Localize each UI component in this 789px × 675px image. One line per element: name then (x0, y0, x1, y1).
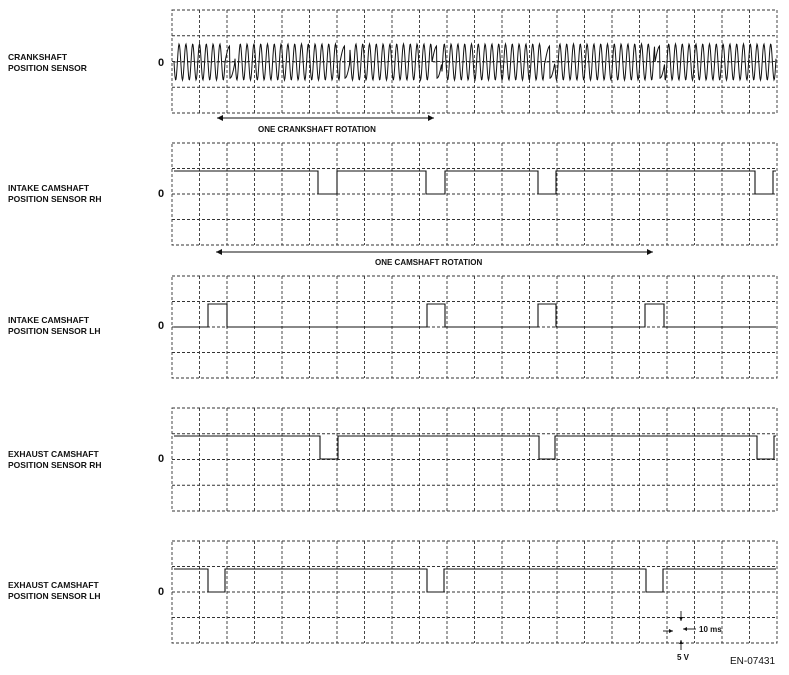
label-line2: POSITION SENSOR LH (8, 591, 101, 601)
zero-label-intake-rh: 0 (158, 188, 165, 200)
label-line2: POSITION SENSOR RH (8, 460, 102, 470)
label-line1: INTAKE CAMSHAFT (8, 183, 90, 193)
arrow-head-right (647, 249, 653, 255)
arrow-head-right (428, 115, 434, 121)
arrow-head-left (217, 115, 223, 121)
exhaust-rh-waveform (174, 436, 776, 459)
label-line2: POSITION SENSOR LH (8, 326, 101, 336)
zero-label-intake-lh: 0 (158, 320, 165, 332)
zero-label-exhaust-lh: 0 (158, 586, 165, 598)
scale-markers (663, 611, 696, 650)
zero-label-crank: 0 (158, 57, 165, 69)
crank-rotation-label: ONE CRANKSHAFT ROTATION (258, 125, 376, 134)
label-line2: POSITION SENSOR (8, 63, 87, 73)
label-line2: POSITION SENSOR RH (8, 194, 102, 204)
cam-rotation-label: ONE CAMSHAFT ROTATION (375, 258, 483, 267)
time-pointer-head (683, 627, 687, 631)
figure-id: EN-07431 (730, 656, 776, 667)
voltage-tick-head (669, 629, 673, 633)
intake-lh-waveform (174, 304, 776, 327)
label-line1: INTAKE CAMSHAFT (8, 315, 90, 325)
grid-panel-3 (172, 408, 777, 511)
voltage-scale-label: 5 V (677, 653, 690, 662)
label-line1: CRANKSHAFT (8, 52, 68, 62)
trace-layer (174, 44, 776, 592)
arrow-head-left (216, 249, 222, 255)
intake-rh-waveform (174, 171, 776, 194)
time-scale-label: 10 ms (699, 625, 722, 634)
label-line1: EXHAUST CAMSHAFT (8, 580, 99, 590)
arrow-layer (216, 115, 696, 650)
zero-label-exhaust-rh: 0 (158, 453, 165, 465)
crank-rotation-arrow (217, 115, 434, 121)
exhaust-lh-waveform (174, 569, 776, 592)
cam-rotation-arrow (216, 249, 653, 255)
label-line1: EXHAUST CAMSHAFT (8, 449, 99, 459)
time-arrow-right (679, 617, 683, 621)
grid-panel-1 (172, 143, 777, 245)
voltage-pointer-head (679, 640, 683, 644)
